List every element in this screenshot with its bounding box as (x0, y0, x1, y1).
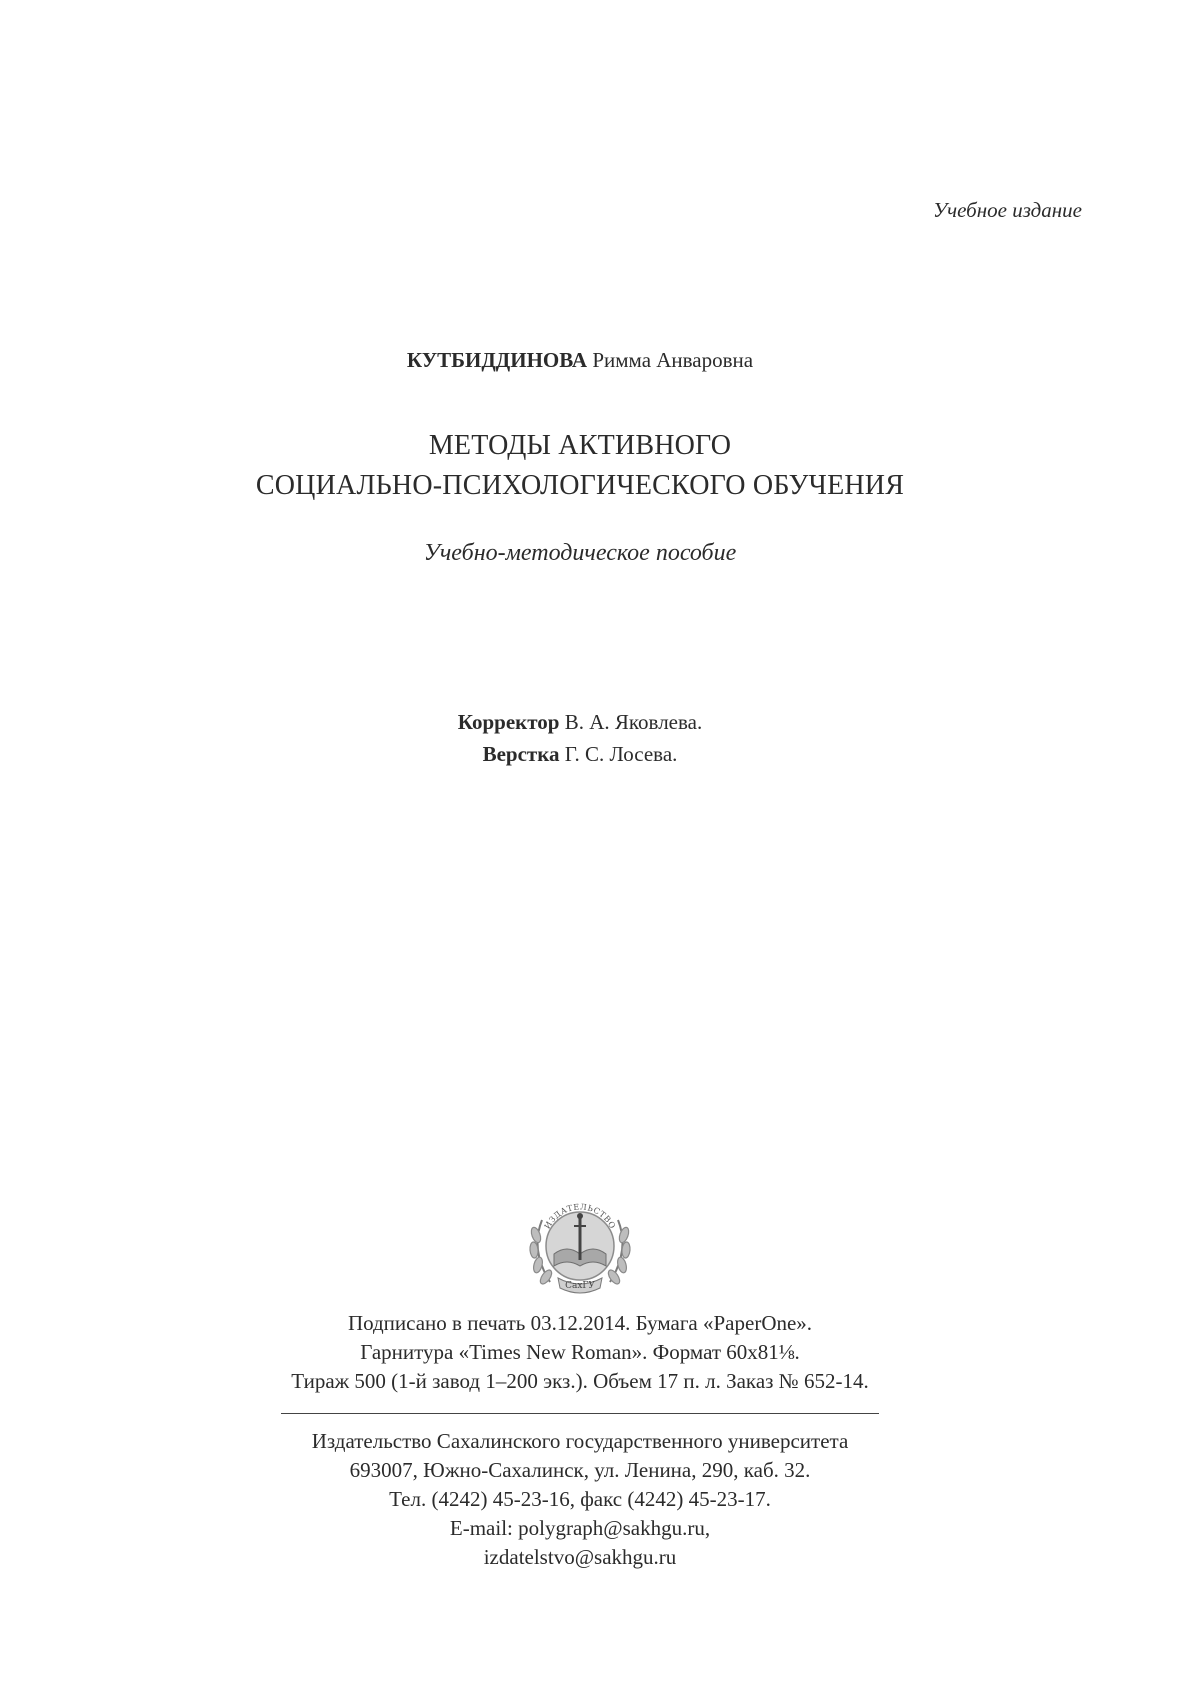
layout-name: Г. С. Лосева. (564, 742, 678, 766)
author-line (0, 348, 1160, 373)
logo-top-text: ИЗДАТЕЛЬСТВО (542, 1202, 618, 1231)
logo-bottom-text: СахГУ (565, 1281, 595, 1291)
print-info-line-2: Гарнитура «Times New Roman». Формат 60x81⅛. (360, 1340, 800, 1364)
book-subtitle: Учебно-методическое пособие (423, 540, 737, 566)
print-info-line-3: Тираж 500 (1-й завод 1–200 экз.). Объем 17 п. л. Заказ № 652-14. (291, 1369, 869, 1393)
title-line-2: СОЦИАЛЬНО-ПСИХОЛОГИЧЕСКОГО ОБУЧЕНИЯ (255, 470, 905, 501)
publisher-address: 693007, Южно-Сахалинск, ул. Ленина, 290, каб. 32. (349, 1458, 811, 1482)
publisher-logo (520, 1180, 640, 1300)
print-info-line-1: Подписано в печать 03.12.2014. Бумага «PaperOne». (347, 1311, 813, 1335)
book-title (0, 426, 1160, 506)
publisher-phone: Тел. (4242) 45-23-16, факс (4242) 45-23-17. (389, 1487, 771, 1511)
publisher-info (0, 1427, 1160, 1572)
author-surname: КУТБИДДИНОВА (406, 348, 588, 372)
layout-role: Верстка (482, 742, 560, 766)
publisher-logo-emblem-icon (520, 1180, 640, 1300)
title-line-1: МЕТОДЫ АКТИВНОГО (428, 430, 732, 461)
author-given-names: Римма Анваровна (592, 348, 754, 372)
edition-type: Учебное издание (932, 198, 1082, 222)
corrector-role: Корректор (457, 710, 560, 734)
corrector-credit (0, 706, 1160, 738)
credits (0, 706, 1160, 770)
publisher-name: Издательство Сахалинского государственного университета (311, 1429, 849, 1453)
divider-line (281, 1413, 879, 1414)
print-info (0, 1309, 1160, 1396)
corrector-name: В. А. Яковлева. (564, 710, 703, 734)
layout-credit (0, 738, 1160, 770)
publisher-email-1: E-mail: polygraph@sakhgu.ru, (449, 1516, 711, 1540)
publisher-email-2: izdatelstvo@sakhgu.ru (483, 1545, 677, 1569)
